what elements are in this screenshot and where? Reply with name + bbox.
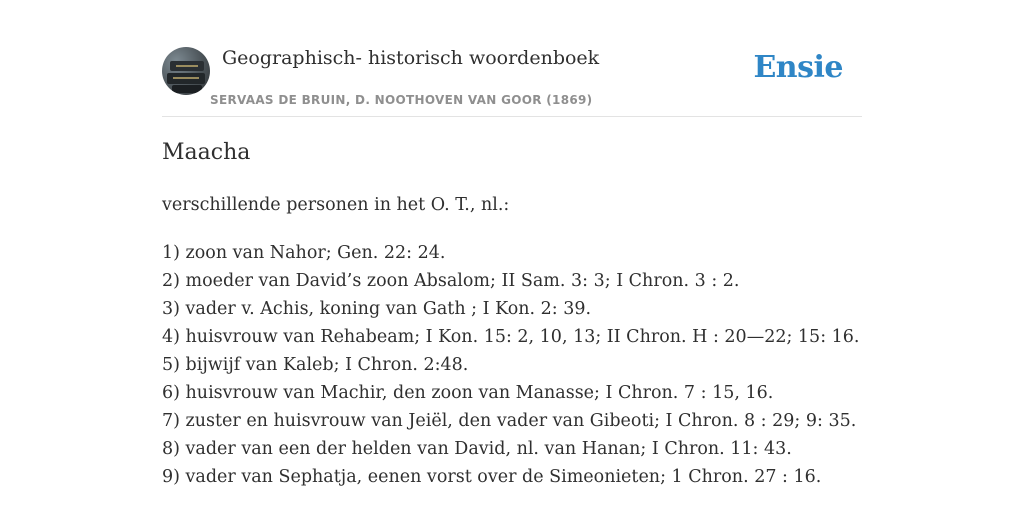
book-spine bbox=[172, 85, 202, 93]
list-item: 7) zuster en huisvrouw van Jeiël, den vader van Gibeoti; I Chron. 8 : 29; 9: 35. bbox=[162, 411, 857, 431]
book-band bbox=[173, 77, 199, 79]
list-item: 9) vader van Sephatja, eenen vorst over de Simeonieten; 1 Chron. 27 : 16. bbox=[162, 467, 822, 487]
book-stack-icon[interactable] bbox=[162, 47, 210, 95]
list-item: 8) vader van een der helden van David, nl. van Hanan; I Chron. 11: 43. bbox=[162, 439, 792, 459]
dictionary-title-link[interactable]: Geographisch- historisch woordenboek bbox=[222, 47, 600, 69]
list-item: 6) huisvrouw van Machir, den zoon van Manasse; I Chron. 7 : 15, 16. bbox=[162, 383, 774, 403]
page-header bbox=[162, 44, 862, 117]
list-item: 5) bijwijf van Kaleb; I Chron. 2:48. bbox=[162, 355, 469, 375]
ensie-logo[interactable]: Ensie bbox=[753, 50, 843, 85]
book-band bbox=[176, 65, 198, 67]
list-item: 4) huisvrouw van Rehabeam; I Kon. 15: 2, 10, 13; II Chron. H : 20—22; 15: 16. bbox=[162, 327, 860, 347]
entry-title: Maacha bbox=[162, 140, 251, 165]
entry-intro: verschillende personen in het O. T., nl.: bbox=[162, 195, 510, 215]
entry-list bbox=[162, 239, 859, 491]
list-item: 1) zoon van Nahor; Gen. 22: 24. bbox=[162, 243, 446, 263]
dictionary-authors: SERVAAS DE BRUIN, D. NOOTHOVEN VAN GOOR (1869) bbox=[210, 93, 593, 107]
list-item: 2) moeder van David’s zoon Absalom; II Sam. 3: 3; I Chron. 3 : 2. bbox=[162, 271, 740, 291]
list-item: 3) vader v. Achis, koning van Gath ; I Kon. 2: 39. bbox=[162, 299, 592, 319]
